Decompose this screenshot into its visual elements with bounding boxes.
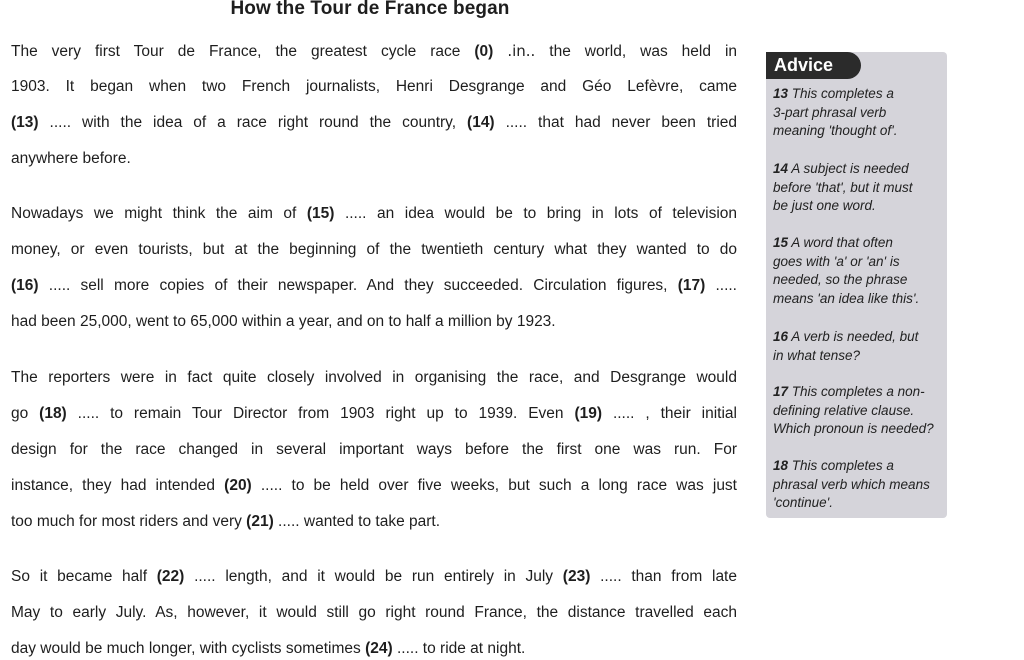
text-span: Nowadays we might think the aim of xyxy=(11,205,307,222)
tip-text: A verb is needed, but xyxy=(788,329,919,344)
example-answer: .in.. xyxy=(507,42,536,60)
text-line xyxy=(11,439,737,461)
text-line xyxy=(11,275,737,297)
text-span: ..... an idea would be to bring in lots of television xyxy=(334,205,737,222)
text-span: ..... wanted to take part. xyxy=(273,513,441,530)
question-number: (21) xyxy=(246,513,274,530)
advice-tip xyxy=(773,85,953,141)
tip-text: meaning 'thought of'. xyxy=(773,123,898,138)
text-span: design for the race changed in several important ways before the first one was run. For xyxy=(11,441,737,458)
text-span: go xyxy=(11,405,40,422)
text-line xyxy=(11,403,737,425)
question-number: (14) xyxy=(467,114,495,131)
question-number: (16) xyxy=(11,277,39,294)
tip-number: 15 xyxy=(773,235,789,250)
text-span: too much for most riders and very xyxy=(11,513,247,530)
text-span: anywhere before. xyxy=(11,150,131,167)
tip-text: This completes a xyxy=(788,458,894,473)
text-span: The reporters were in fact quite closely involved in organising the race, and Desgrange would xyxy=(11,369,737,386)
text-span: May to early July. As, however, it would still go right round France, the distance travelled each xyxy=(11,604,737,621)
tip-text: This completes a non- xyxy=(788,384,925,399)
text-line xyxy=(11,602,737,624)
advice-tip xyxy=(773,234,953,308)
text-line xyxy=(11,475,737,497)
text-span: day would be much longer, with cyclists sometimes xyxy=(11,640,366,657)
tip-text: This completes a xyxy=(788,86,894,101)
page-title: How the Tour de France began xyxy=(230,0,510,19)
text-line xyxy=(11,148,737,170)
question-number: (22) xyxy=(156,568,185,585)
text-span: ..... to be held over five weeks, but such a long race was just xyxy=(251,477,737,494)
text-span: ..... xyxy=(705,277,737,294)
tip-number: 14 xyxy=(773,161,789,176)
tip-text: defining relative clause. xyxy=(773,402,915,418)
tip-text: 3-part phrasal verb xyxy=(773,104,887,120)
text-span: money, or even tourists, but at the beginning of the twentieth century what they wanted to do xyxy=(11,241,737,258)
tip-text: phrasal verb which means xyxy=(773,476,930,492)
text-line xyxy=(11,511,737,533)
tip-text: A subject is needed xyxy=(788,161,909,176)
tip-number: 17 xyxy=(773,384,789,399)
text-line xyxy=(11,76,737,98)
tip-text: in what tense? xyxy=(773,347,861,363)
advice-tip xyxy=(773,457,953,513)
text-span: 1903. It began when two French journalists, Henri Desgrange and Géo Lefèvre, came xyxy=(11,78,737,95)
question-number: (20) xyxy=(224,477,252,494)
text-span xyxy=(493,43,507,60)
text-span: So it became half xyxy=(11,568,157,585)
tip-text: Which pronoun is needed? xyxy=(773,421,934,436)
text-span: ..... with the idea of a race right round the country, xyxy=(38,114,468,131)
tip-text: be just one word. xyxy=(773,198,876,213)
question-number: (0) xyxy=(474,43,494,60)
text-span: ..... that had never been tried xyxy=(494,114,737,131)
tip-text: goes with 'a' or 'an' is xyxy=(773,253,900,269)
tip-text: before 'that', but it must xyxy=(773,179,913,195)
question-number: (23) xyxy=(562,568,591,585)
advice-heading: Advice xyxy=(766,52,861,79)
tip-text: needed, so the phrase xyxy=(773,272,908,287)
tip-number: 13 xyxy=(773,86,789,101)
text-line xyxy=(11,311,737,333)
advice-tip xyxy=(773,383,953,439)
advice-tip xyxy=(773,328,953,365)
text-span: The very first Tour de France, the greatest cycle race xyxy=(11,43,475,60)
text-line xyxy=(11,112,737,134)
text-span: ..... sell more copies of their newspaper. And they succeeded. Circulation figures, xyxy=(38,277,678,294)
text-span: ..... , their initial xyxy=(602,405,737,422)
question-number: (15) xyxy=(306,205,335,222)
text-line xyxy=(11,367,737,389)
question-number: (18) xyxy=(39,405,67,422)
question-number: (13) xyxy=(11,114,39,131)
tip-number: 16 xyxy=(773,329,789,344)
tip-text: 'continue'. xyxy=(773,495,833,510)
tip-text: A word that often xyxy=(788,235,893,250)
tip-number: 18 xyxy=(773,458,789,473)
text-span: instance, they had intended xyxy=(11,477,225,494)
question-number: (19) xyxy=(574,405,603,422)
text-line xyxy=(11,638,737,660)
text-span: ..... length, and it would be run entirely in July xyxy=(184,568,563,585)
question-number: (17) xyxy=(677,277,706,294)
text-span: ..... to ride at night. xyxy=(392,640,526,657)
tip-text: means 'an idea like this'. xyxy=(773,290,920,306)
text-span: ..... to remain Tour Director from 1903 right up to 1939. Even xyxy=(66,405,575,422)
text-line xyxy=(11,239,737,261)
text-line xyxy=(11,203,737,225)
text-span: the world, was held in xyxy=(535,43,737,60)
text-span: ..... than from late xyxy=(590,568,737,585)
advice-tip xyxy=(773,160,953,216)
text-line xyxy=(11,566,737,588)
text-line xyxy=(11,40,737,62)
text-span: had been 25,000, went to 65,000 within a year, and on to half a million by 1923. xyxy=(11,313,556,330)
question-number: (24) xyxy=(365,640,393,657)
